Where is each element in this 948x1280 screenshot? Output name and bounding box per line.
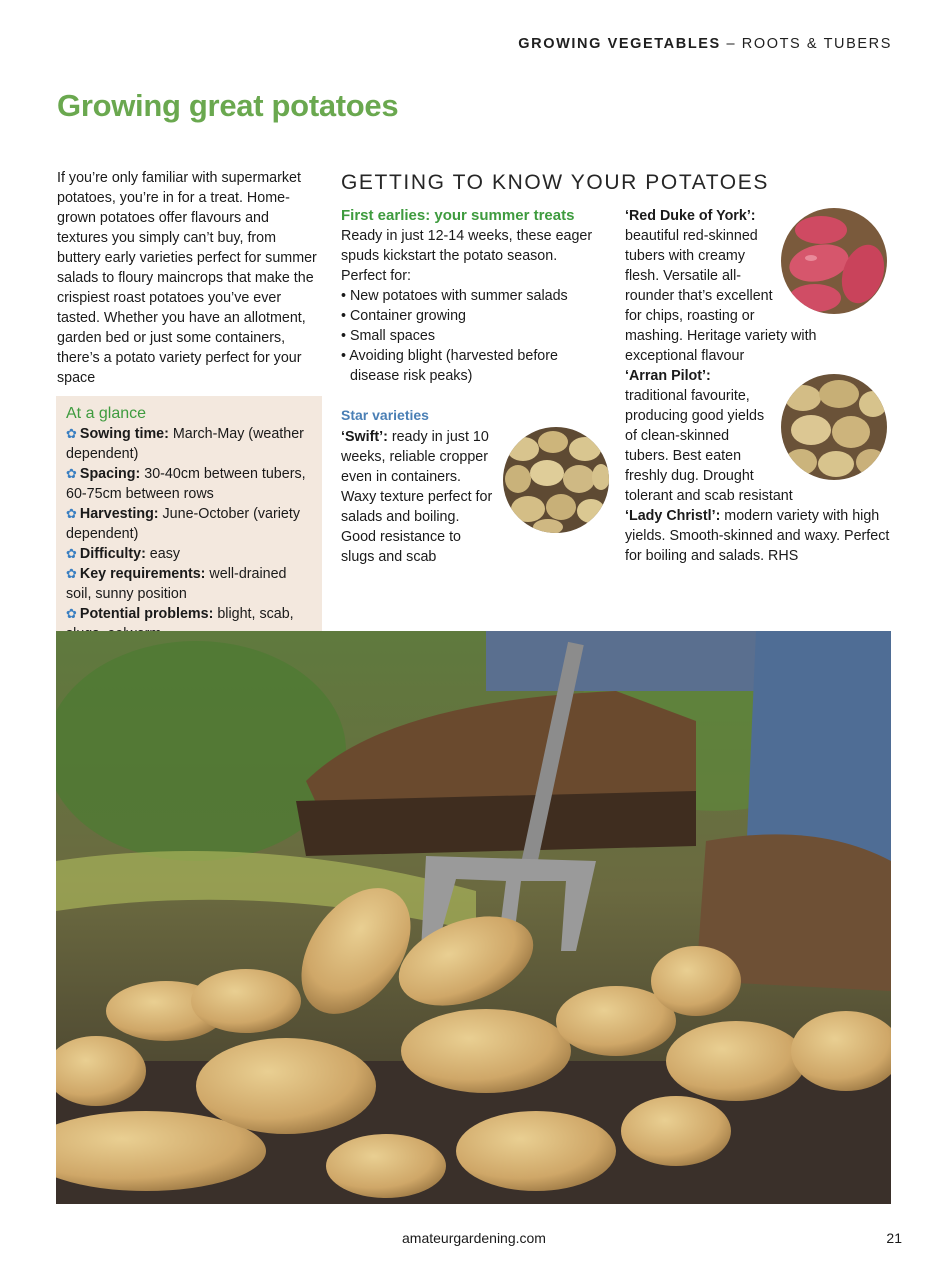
flower-icon: ✿ [66, 606, 77, 621]
page-title: Growing great potatoes [57, 88, 399, 123]
glance-value: well-drained soil, sunny position [66, 566, 287, 602]
list-item: • Small spaces [341, 328, 435, 344]
glance-heading: At a glance [66, 405, 147, 422]
flower-icon: ✿ [66, 566, 77, 581]
glance-item [66, 424, 312, 464]
harvest-photo [56, 631, 891, 1204]
intro-paragraph: If you’re only familiar with supermarket potatoes, you’re in for a treat. Home-grown potatoes offer flavours and textures you simply can’t buy, from buttery early varieties perfect for summer salads to floury maincrops that make the crispiest roast potatoes you’ve ever tasted. Whether you have an allotment, garden bed or just some containers, there’s a potato variety perfect for your space [57, 170, 317, 386]
list-item: • Container growing [341, 308, 467, 324]
at-a-glance-box [56, 396, 322, 660]
star-varieties-heading: Star varieties [341, 407, 429, 423]
flower-icon: ✿ [66, 506, 77, 521]
variety-text: ready in just 10 weeks, reliable cropper even in containers. Waxy texture perfect for salads and boiling. Good resistance to slugs and scab [341, 429, 493, 565]
glance-value: 30-40cm between tubers, 60-75cm between rows [66, 466, 306, 502]
list-item: • New potatoes with summer salads [341, 288, 568, 304]
arran-pilot-photo [781, 374, 887, 480]
first-earlies-body: Ready in just 12-14 weeks, these eager spuds kickstart the potato season. Perfect for: [341, 228, 593, 284]
page-number: 21 [886, 1230, 902, 1246]
footer-url: amateurgardening.com [402, 1230, 546, 1246]
glance-item [66, 464, 312, 504]
swift-potatoes-photo [503, 427, 609, 533]
variety-text: modern variety with high yields. Smooth-skinned and waxy. Perfect for boiling and salads. RHS [625, 508, 890, 564]
header-subsection: – ROOTS & TUBERS [720, 36, 892, 52]
glance-label: Key requirements: [79, 566, 206, 582]
glance-value: June-October (variety dependent) [66, 506, 300, 542]
variety-text: beautiful red-skinned tubers with creamy flesh. Versatile all-rounder that’s excellent for chips, roasting or mashing. Heritage variety with exceptional flavour [625, 228, 817, 364]
variety-name: ‘Swift’: [341, 429, 388, 445]
glance-item [66, 544, 312, 564]
variety-name: ‘Red Duke of York’: [625, 208, 756, 224]
section-heading: GETTING TO KNOW YOUR POTATOES [341, 171, 769, 194]
variety-name: ‘Lady Christl’: [625, 508, 721, 524]
variety-text: traditional favourite, producing good yields of clean-skinned tubers. Best eaten freshly dug. Drought tolerant and scab resistant [625, 388, 793, 504]
swift-entry [341, 427, 611, 567]
running-header [518, 36, 892, 52]
first-earlies-heading: First earlies: your summer treats [341, 207, 575, 224]
glance-label: Sowing time: [79, 426, 169, 442]
glance-label: Potential problems: [79, 606, 214, 622]
glance-value: March-May (weather dependent) [66, 426, 304, 462]
varieties-column [625, 206, 891, 566]
glance-value: easy [145, 546, 180, 562]
variety-name: ‘Arran Pilot’: [625, 368, 711, 384]
red-duke-photo [781, 208, 887, 314]
first-earlies-column [341, 206, 606, 386]
list-item: • Avoiding blight (harvested before disease risk peaks) [341, 348, 558, 384]
glance-label: Harvesting: [79, 506, 159, 522]
glance-item [66, 504, 312, 544]
glance-item [66, 564, 312, 604]
glance-label: Difficulty: [79, 546, 146, 562]
flower-icon: ✿ [66, 546, 77, 561]
glance-value: blight, scab, [217, 606, 294, 622]
flower-icon: ✿ [66, 466, 77, 481]
glance-label: Spacing: [79, 466, 141, 482]
header-section: GROWING VEGETABLES [518, 36, 721, 52]
flower-icon: ✿ [66, 426, 77, 441]
first-earlies-list [341, 286, 606, 386]
